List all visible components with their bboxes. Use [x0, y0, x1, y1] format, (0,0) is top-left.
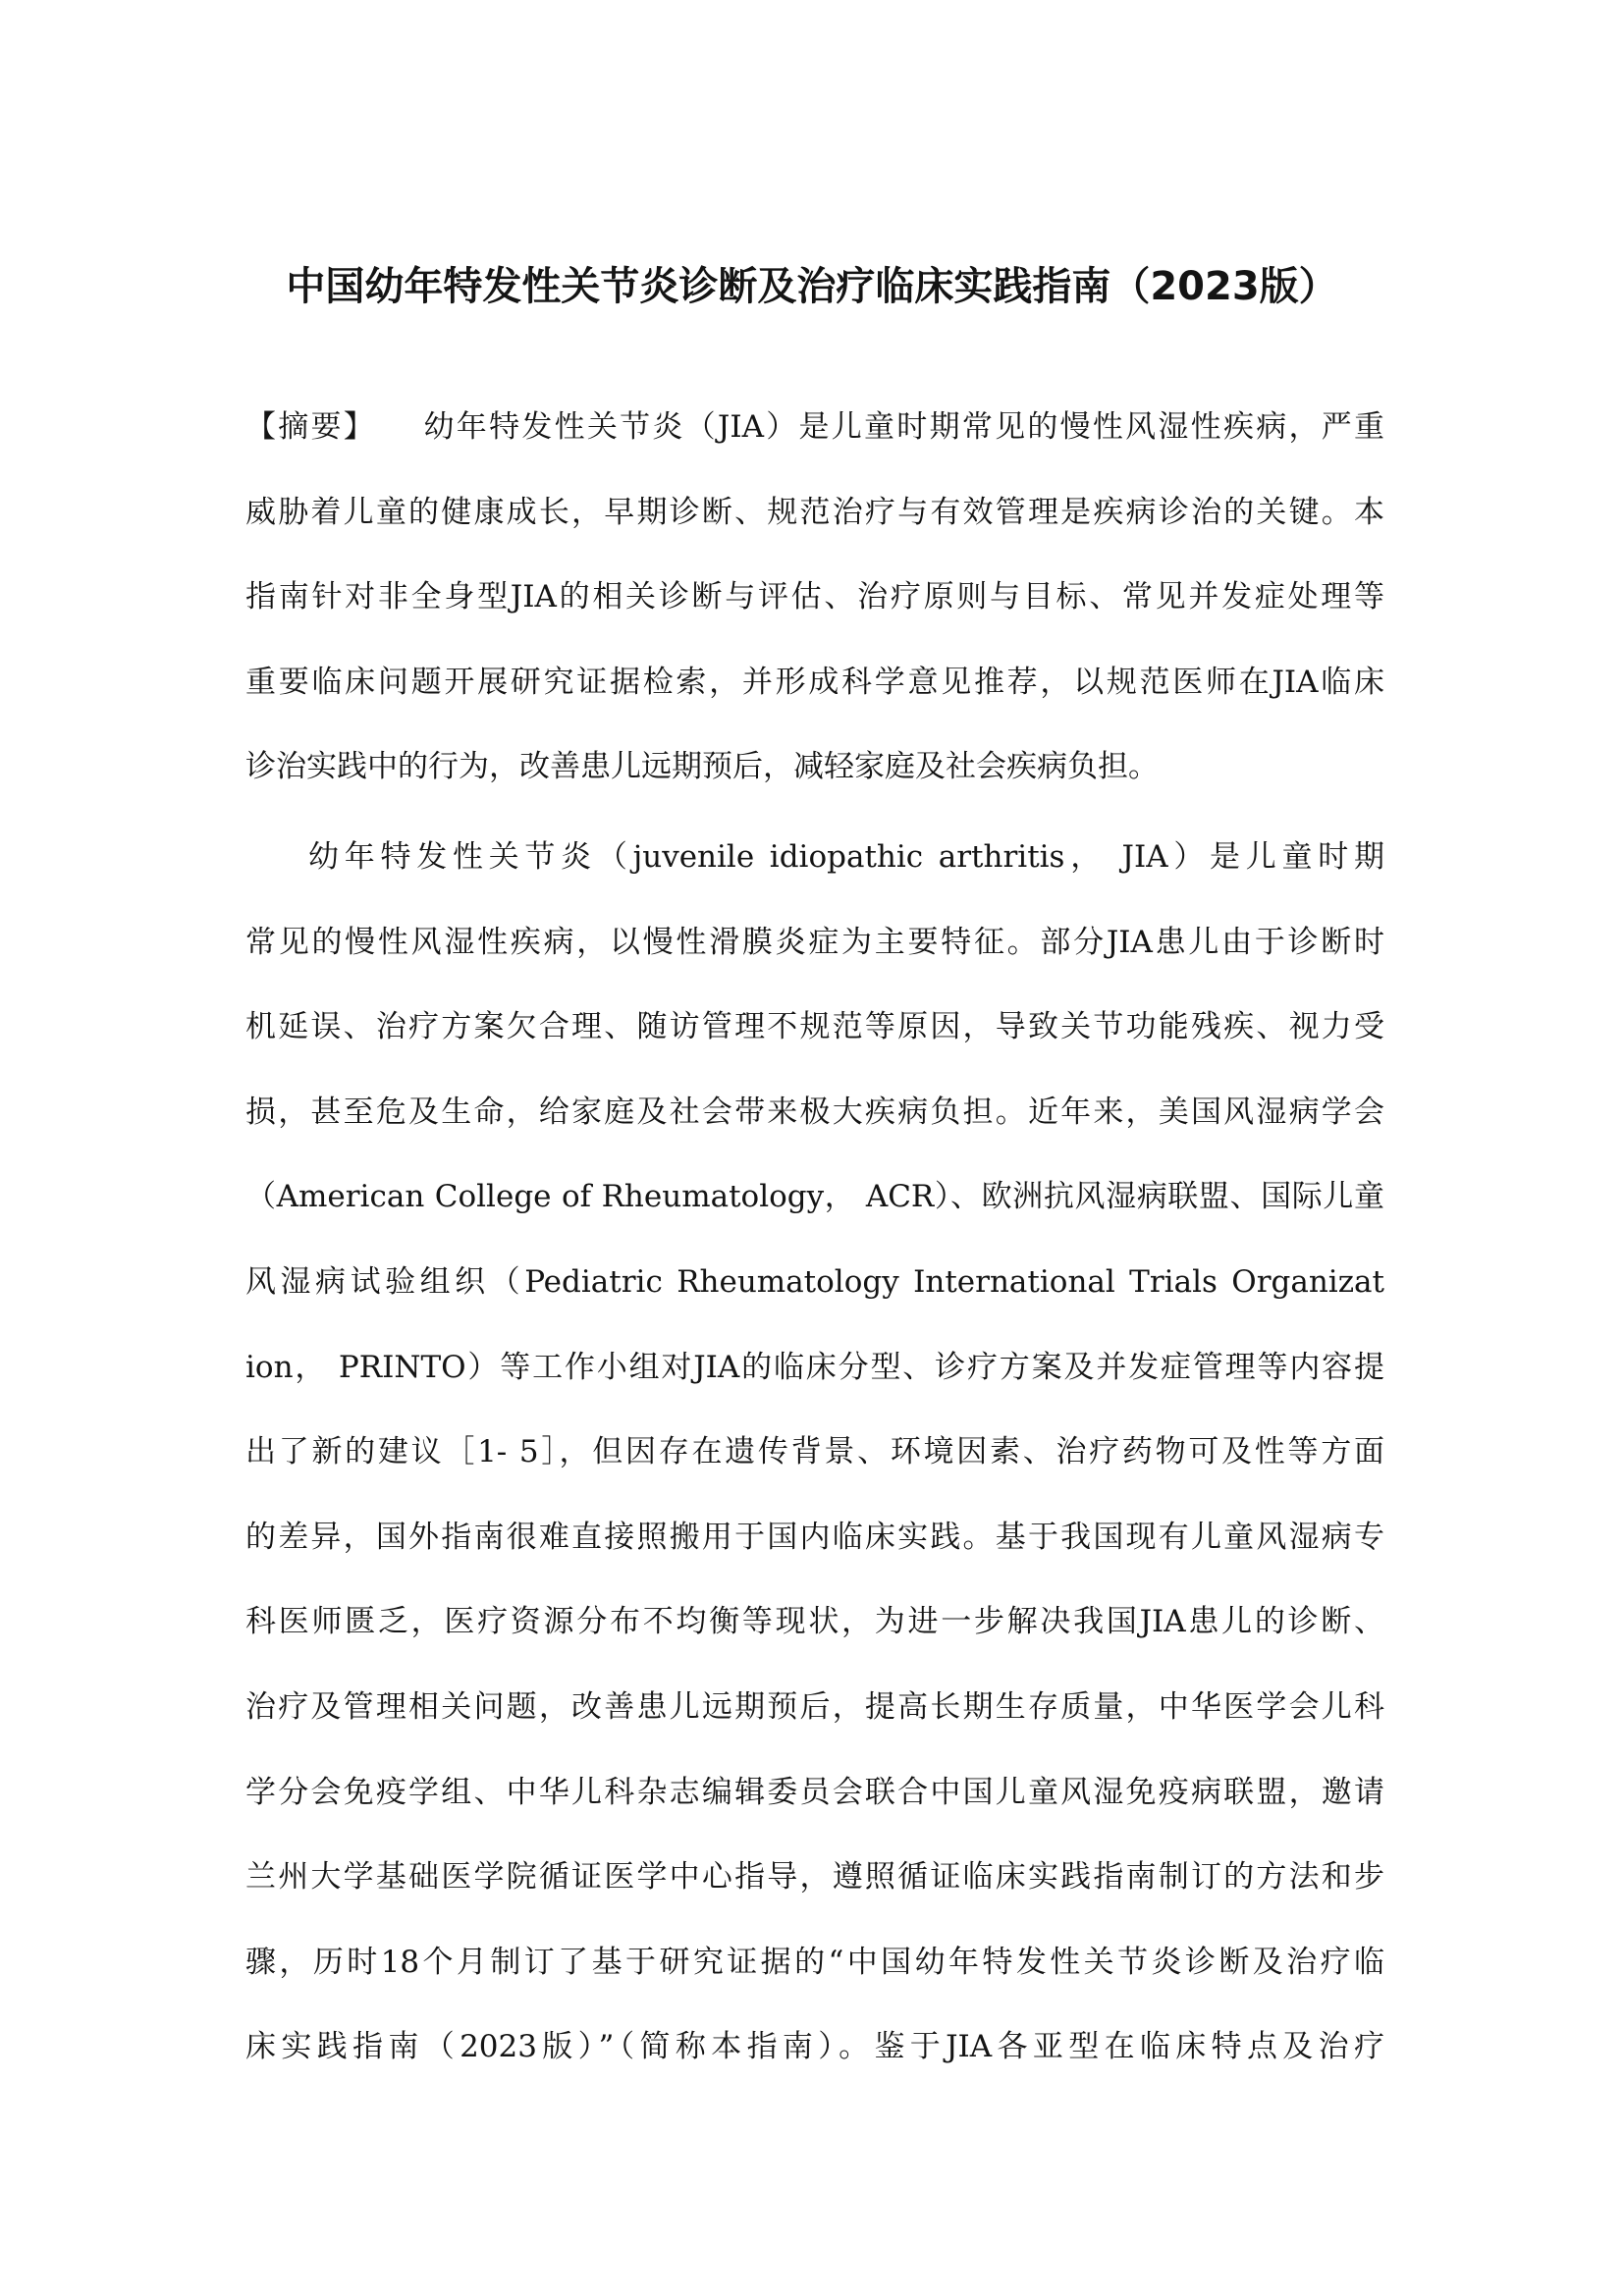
document-title: 中国幼年特发性关节炎诊断及治疗临床实践指南（2023版）	[286, 264, 1338, 309]
intro-line: 兰州大学基础医学院循证医学中心指导，遵照循证临床实践指南制订的方法和步	[245, 1859, 1384, 1896]
abstract-line: 诊治实践中的行为，改善患儿远期预后，减轻家庭及社会疾病负担。	[245, 749, 1159, 785]
intro-line: 的差异，国外指南很难直接照搬用于国内临床实践。基于我国现有儿童风湿病专	[245, 1519, 1384, 1555]
abstract-paragraph	[245, 385, 1384, 810]
abstract-line-text: 幼年特发性关节炎（JIA）是儿童时期常见的慢性风湿性疾病，严重	[423, 409, 1384, 445]
intro-line: 机延误、治疗方案欠合理、随访管理不规范等原因，导致关节功能残疾、视力受	[245, 1009, 1384, 1045]
intro-line: 幼年特发性关节炎（juvenile idiopathic arthritis， JIA）是儿童时期	[308, 838, 1384, 875]
abstract-line: 重要临床问题开展研究证据检索，并形成科学意见推荐，以规范医师在JIA临床	[245, 664, 1384, 700]
document-body	[245, 385, 1384, 2090]
intro-line: （American College of Rheumatology， ACR）、欧洲抗风湿病联盟、国际儿童	[245, 1179, 1384, 1215]
intro-paragraph	[245, 815, 1384, 2090]
intro-line: 骤，历时18个月制订了基于研究证据的“中国幼年特发性关节炎诊断及治疗临	[245, 1944, 1384, 1980]
intro-line: 常见的慢性风湿性疾病，以慢性滑膜炎症为主要特征。部分JIA患儿由于诊断时	[245, 924, 1384, 960]
intro-line: 学分会免疫学组、中华儿科杂志编辑委员会联合中国儿童风湿免疫病联盟，邀请	[245, 1774, 1384, 1810]
intro-line: 床实践指南（2023版）”（简称本指南）。鉴于JIA各亚型在临床特点及治疗	[245, 2029, 1384, 2065]
abstract-line	[245, 385, 1384, 470]
intro-line: 风湿病试验组织（Pediatric Rheumatology International Trials Organizat	[245, 1263, 1384, 1300]
abstract-line: 指南针对非全身型JIA的相关诊断与评估、治疗原则与目标、常见并发症处理等	[245, 579, 1384, 615]
abstract-line: 威胁着儿童的健康成长，早期诊断、规范治疗与有效管理是疾病诊治的关键。本	[245, 494, 1384, 530]
abstract-label: 【摘要】	[245, 409, 377, 445]
intro-line: ion， PRINTO）等工作小组对JIA的临床分型、诊疗方案及并发症管理等内容提	[245, 1349, 1384, 1385]
intro-line: 治疗及管理相关问题，改善患儿远期预后，提高长期生存质量，中华医学会儿科	[245, 1688, 1384, 1725]
intro-line: 出了新的建议［1- 5］，但因存在遗传背景、环境因素、治疗药物可及性等方面	[245, 1434, 1384, 1470]
intro-line: 损，甚至危及生命，给家庭及社会带来极大疾病负担。近年来，美国风湿病学会	[245, 1094, 1384, 1130]
intro-line: 科医师匮乏，医疗资源分布不均衡等现状，为进一步解决我国JIA患儿的诊断、	[245, 1604, 1384, 1640]
